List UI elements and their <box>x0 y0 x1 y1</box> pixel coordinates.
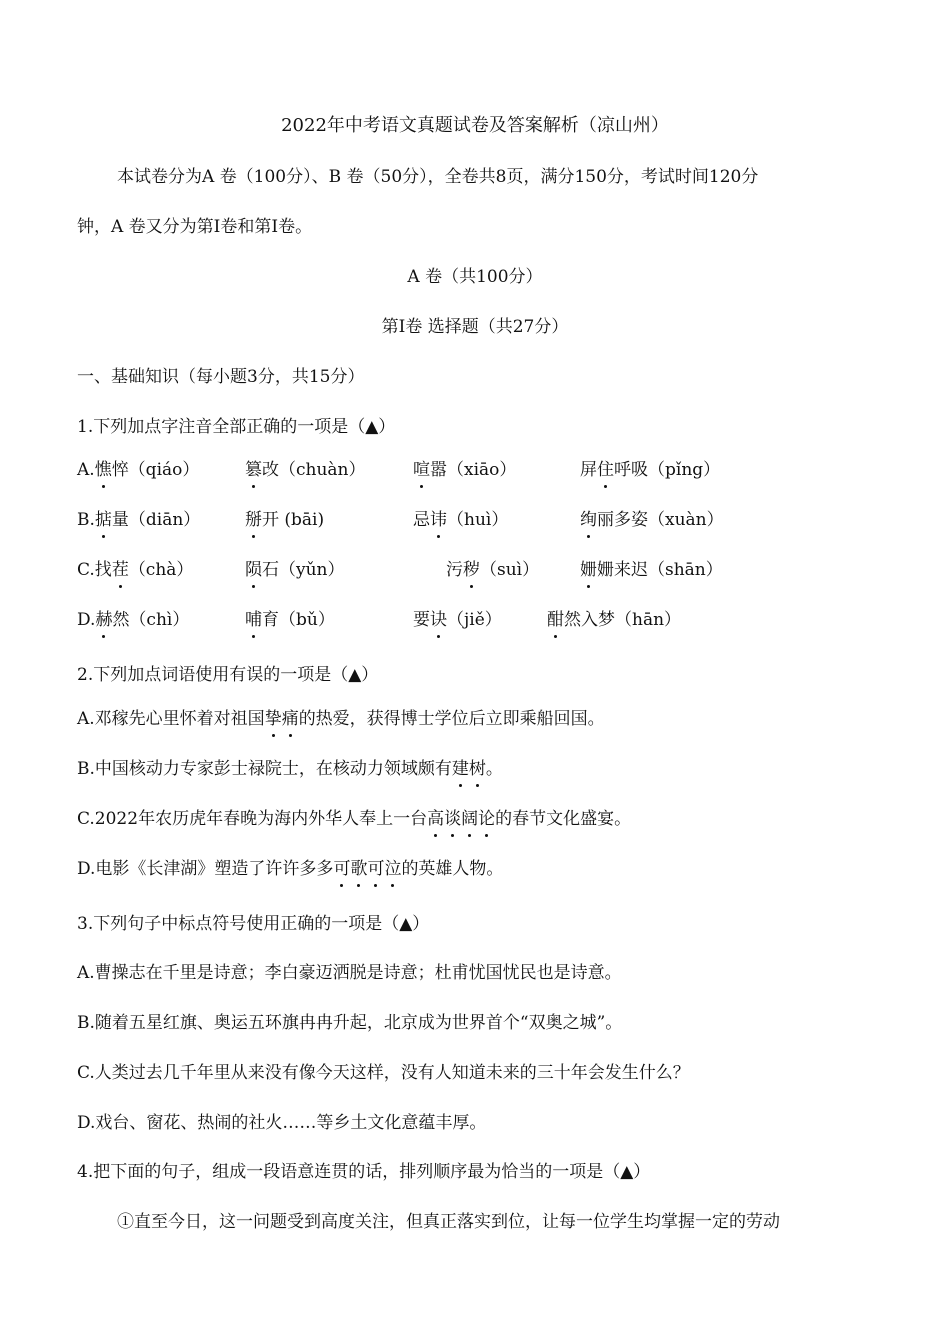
emphasis-char: 阔 <box>461 809 479 829</box>
q1-option-c-item-3: 污秽（suì） <box>446 560 540 580</box>
emphasis-char: 痛 <box>281 709 299 729</box>
q3-option-b: B.随着五星红旗、奥运五环旗冉冉升起，北京成为世界首个“双奥之城”。 <box>77 1013 623 1033</box>
emphasis-char: 挚 <box>264 709 282 729</box>
emphasis-char: 歌 <box>350 859 368 879</box>
question-3-stem: 3.下列句子中标点符号使用正确的一项是（▲） <box>77 914 430 934</box>
intro-line-1: 本试卷分为A 卷（100分）、B 卷（50分），全卷共8页，满分150分，考试时间120分 <box>117 167 759 187</box>
q1-option-c-item-2: 陨石（yǔn） <box>245 560 345 580</box>
q3-option-a: A.曹操志在千里是诗意；李白豪迈洒脱是诗意；杜甫忧国忧民也是诗意。 <box>77 963 622 983</box>
q1-option-c-item-4: 姗姗来迟（shān） <box>580 560 723 580</box>
q1-option-a-item-3: 喧嚣（xiāo） <box>413 460 517 480</box>
q3-option-c: C.人类过去几千年里从来没有像今天这样，没有人知道未来的三十年会发生什么？ <box>77 1063 690 1083</box>
emphasis-char: 可 <box>333 859 351 879</box>
question-2-stem: 2.下列加点词语使用有误的一项是（▲） <box>77 665 379 685</box>
q4-sentence-1: ①直至今日，这一问题受到高度关注，但真正落实到位，让每一位学生均掌握一定的劳动 <box>117 1212 780 1232</box>
q1-option-d-item-2: 哺育（bǔ） <box>245 610 335 630</box>
emphasis-char: 住 <box>597 460 614 480</box>
emphasis-char: 绚 <box>580 510 597 530</box>
basic-knowledge-heading: 一、基础知识（每小题3分，共15分） <box>77 367 365 387</box>
emphasis-char: 讳 <box>430 510 447 530</box>
emphasis-char: 姗 <box>580 560 597 580</box>
emphasis-char: 哺 <box>245 610 262 630</box>
q1-option-b-item-1: B.掂量（diān） <box>77 510 201 530</box>
emphasis-char: 建 <box>451 759 469 779</box>
emphasis-char: 陨 <box>245 560 262 580</box>
emphasis-char: 茬 <box>111 560 129 580</box>
q1-option-d-item-1: D.赫然（chì） <box>77 610 190 630</box>
q2-option-c: C.2022年农历虎年春晚为海内外华人奉上一台高谈阔论的春节文化盛宴。 <box>77 809 632 829</box>
emphasis-char: 可 <box>367 859 385 879</box>
emphasis-char: 篡 <box>245 460 262 480</box>
emphasis-char: 喧 <box>413 460 430 480</box>
emphasis-char: 赫 <box>95 610 113 630</box>
emphasis-char: 酣 <box>547 610 564 630</box>
q2-option-d: D.电影《长津湖》塑造了许许多多可歌可泣的英雄人物。 <box>77 859 504 879</box>
emphasis-char: 谈 <box>444 809 462 829</box>
emphasis-char: 掂 <box>94 510 112 530</box>
emphasis-char: 诀 <box>430 610 447 630</box>
section-a-heading: A 卷（共100分） <box>407 267 543 287</box>
q1-option-c-item-1: C.找茬（chà） <box>77 560 194 580</box>
part-one-heading: 第Ⅰ卷 选择题（共27分） <box>381 317 569 337</box>
emphasis-char: 高 <box>427 809 445 829</box>
emphasis-char: 憔 <box>94 460 112 480</box>
emphasis-char: 掰 <box>245 510 262 530</box>
q1-option-a-item-4: 屏住呼吸（pǐng） <box>580 460 721 480</box>
q1-option-d-item-4: 酣然入梦（hān） <box>547 610 682 630</box>
question-4-stem: 4.把下面的句子，组成一段语意连贯的话，排列顺序最为恰当的一项是（▲） <box>77 1162 651 1182</box>
page-title: 2022年中考语文真题试卷及答案解析（凉山州） <box>281 115 669 136</box>
q1-option-b-item-4: 绚丽多姿（xuàn） <box>580 510 724 530</box>
q1-option-d-item-3: 要诀（jiě） <box>413 610 502 630</box>
q3-option-d: D.戏台、窗花、热闹的社火……等乡土文化意蕴丰厚。 <box>77 1113 487 1133</box>
q1-option-b-item-2: 掰开 (bāi) <box>245 510 325 530</box>
intro-line-2: 钟，A 卷又分为第Ⅰ卷和第Ⅰ卷。 <box>77 217 313 237</box>
q1-option-b-item-3: 忌讳（huì） <box>413 510 509 530</box>
q1-option-a-item-1: A.憔悴（qiáo） <box>77 460 200 480</box>
emphasis-char: 泣 <box>384 859 402 879</box>
emphasis-char: 论 <box>478 809 496 829</box>
q1-option-a-item-2: 篡改（chuàn） <box>245 460 366 480</box>
emphasis-char: 秽 <box>463 560 480 580</box>
emphasis-char: 树 <box>468 759 486 779</box>
q2-option-b: B.中国核动力专家彭士禄院士，在核动力领域颇有建树。 <box>77 759 503 779</box>
q2-option-a: A.邓稼先心里怀着对祖国挚痛的热爱，获得博士学位后立即乘船回国。 <box>77 709 605 729</box>
question-1-stem: 1.下列加点字注音全部正确的一项是（▲） <box>77 417 396 437</box>
